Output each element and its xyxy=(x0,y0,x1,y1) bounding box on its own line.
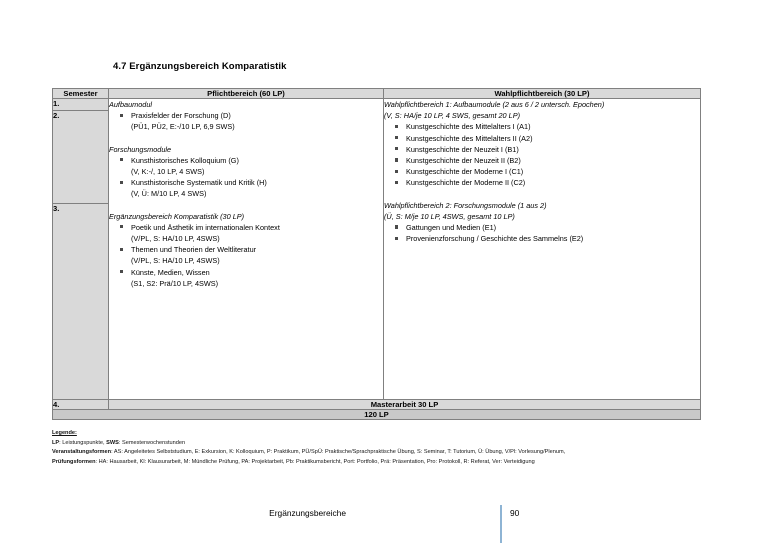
module-details: (V/PL, S: HA/10 LP, 4SWS) xyxy=(131,234,220,244)
module-name: Kunstgeschichte der Moderne I (C1) xyxy=(406,167,524,177)
legend-line-pruefungsformen xyxy=(52,458,712,468)
group-title-wpf1-line2: (V, S: HA/je 10 LP, 4 SWS, gesamt 20 LP) xyxy=(384,111,521,121)
list-item xyxy=(131,244,383,266)
list-item xyxy=(131,222,383,244)
list-item xyxy=(406,144,700,155)
header-semester: Semester xyxy=(53,89,109,99)
legend-pruefungsformen-label: Prüfungsformen xyxy=(52,458,96,465)
total-lp-cell: 120 LP xyxy=(53,410,701,420)
footer-divider xyxy=(500,505,502,543)
bullet-icon xyxy=(120,181,123,184)
curriculum-table xyxy=(52,88,701,420)
semester-cell-3: 3. xyxy=(53,204,109,400)
legend-lp-text: : Leistungspunkte, xyxy=(59,439,107,446)
list-item xyxy=(406,155,700,166)
bullet-icon xyxy=(395,147,398,150)
bullet-icon xyxy=(120,248,123,251)
group-title-wpf2-line1: Wahlpflichtbereich 2: Forschungsmodule (1 aus 2) xyxy=(384,200,547,210)
group-title-ergaenzungsbereich: Ergänzungsbereich Komparatistik (30 LP) xyxy=(109,211,245,221)
module-details: (V, Ü: M/10 LP, 4 SWS) xyxy=(131,189,207,199)
bullet-icon xyxy=(395,170,398,173)
semester-cell-2: 2. xyxy=(53,111,109,204)
module-list-aufbaumodul xyxy=(109,110,383,132)
header-pflichtbereich: Pflichtbereich (60 LP) xyxy=(109,89,384,99)
bullet-icon xyxy=(120,158,123,161)
legend-block xyxy=(52,429,712,467)
header-wahlpflichtbereich: Wahlpflichtbereich (30 LP) xyxy=(384,89,701,99)
bullet-icon xyxy=(120,225,123,228)
module-name: Kunstgeschichte der Neuzeit II (B2) xyxy=(406,156,521,166)
module-name: Kunsthistorisches Kolloquium (G) xyxy=(131,155,239,165)
module-list-wpf1 xyxy=(384,121,700,188)
legend-pruefungsformen-text: : HA: Hausarbeit, Kl: Klausurarbeit, M: Mündliche Prüfung, PA: Projektarbeit, Pb: Praktikumsbericht, Port: Portfolio, Prä: Präsentation, Pro: Protokoll, R: Referat, Ver: Verteidigung xyxy=(95,458,535,465)
page-footer xyxy=(0,505,768,543)
group-title-aufbaumodul: Aufbaumodul xyxy=(109,100,153,109)
semester-cell-1: 1. xyxy=(53,99,109,111)
wahlpflichtbereich-cell xyxy=(384,99,701,400)
table-row-semester-4 xyxy=(53,400,701,410)
legend-veranstaltungsformen-label: Veranstaltungsformen xyxy=(52,449,112,456)
legend-lp-label: LP xyxy=(52,439,60,446)
module-name: Themen und Theorien der Weltliteratur xyxy=(131,245,257,255)
bullet-icon xyxy=(120,270,123,273)
bullet-icon xyxy=(395,181,398,184)
bullet-icon xyxy=(395,158,398,161)
module-name: Provenienzforschung / Geschichte des Sammelns (E2) xyxy=(406,234,584,244)
module-name: Poetik und Ästhetik im internationalen Kontext xyxy=(131,222,280,232)
list-item xyxy=(131,155,383,177)
list-item xyxy=(406,166,700,177)
legend-sws-label: SWS xyxy=(106,439,119,446)
table-row-semester-1 xyxy=(53,99,701,111)
group-title-wpf2-line2: (Ü, S: M/je 10 LP, 4SWS, gesamt 10 LP) xyxy=(384,211,515,221)
table-header-row xyxy=(53,89,701,99)
bullet-icon xyxy=(395,237,398,240)
legend-line-veranstaltungsformen xyxy=(52,448,712,458)
masterarbeit-cell: Masterarbeit 30 LP xyxy=(109,400,701,410)
module-details: (S1, S2: Prä/10 LP, 4SWS) xyxy=(131,278,219,288)
legend-veranstaltungsformen-text: : AS: Angeleitetes Selbststudium, E: Exkursion, K: Kolloquium, P: Praktikum, PÜ/SpÜ: Praktische/Sprachpraktische Übung, S: Seminar, T: Tutorium, Ü: Übung, V/Pl: Vorlesung/Plenum, xyxy=(111,449,566,456)
spacer xyxy=(109,200,383,211)
module-name: Praxisfelder der Forschung (D) xyxy=(131,111,231,121)
bullet-icon xyxy=(395,225,398,228)
legend-title: Legende: xyxy=(52,430,77,436)
module-list-wpf2 xyxy=(384,222,700,244)
bullet-icon xyxy=(395,136,398,139)
list-item xyxy=(131,267,383,289)
module-name: Gattungen und Medien (E1) xyxy=(406,223,497,233)
page-title: 4.7 Ergänzungsbereich Komparatistik xyxy=(113,61,287,72)
list-item xyxy=(406,121,700,132)
list-item xyxy=(406,133,700,144)
spacer xyxy=(384,189,700,200)
module-name: Künste, Medien, Wissen xyxy=(131,267,210,277)
module-name: Kunstgeschichte des Mittelalters II (A2) xyxy=(406,133,533,143)
module-name: Kunstgeschichte des Mittelalters I (A1) xyxy=(406,122,531,132)
semester-cell-4: 4. xyxy=(53,400,109,410)
bullet-icon xyxy=(120,114,123,117)
legend-line-lp xyxy=(52,439,712,449)
list-item xyxy=(406,233,700,244)
module-list-forschungsmodule xyxy=(109,155,383,200)
pflichtbereich-cell xyxy=(109,99,384,400)
footer-section-label: Ergänzungsbereiche xyxy=(269,508,346,518)
bullet-icon xyxy=(395,125,398,128)
module-details: (V/PL, S: HA/10 LP, 4SWS) xyxy=(131,256,220,266)
list-item xyxy=(406,222,700,233)
module-name: Kunstgeschichte der Neuzeit I (B1) xyxy=(406,144,519,154)
spacer xyxy=(109,133,383,144)
group-title-wpf1-line1: Wahlpflichtbereich 1: Aufbaumodule (2 aus 6 / 2 untersch. Epochen) xyxy=(384,100,605,109)
list-item xyxy=(131,177,383,199)
group-title-forschungsmodule: Forschungsmodule xyxy=(109,144,172,154)
table-row-total xyxy=(53,410,701,420)
module-details: (V, K:-/, 10 LP, 4 SWS) xyxy=(131,167,205,177)
legend-sws-text: : Semesterwochenstunden xyxy=(118,439,186,446)
module-name: Kunsthistorische Systematik und Kritik (H) xyxy=(131,178,267,188)
module-details: (PÜ1, PÜ2, E:-/10 LP, 6,9 SWS) xyxy=(131,122,235,132)
footer-page-number: 90 xyxy=(510,508,520,518)
module-list-ergaenzungsbereich xyxy=(109,222,383,289)
list-item xyxy=(131,110,383,132)
list-item xyxy=(406,177,700,188)
module-name: Kunstgeschichte der Moderne II (C2) xyxy=(406,178,526,188)
